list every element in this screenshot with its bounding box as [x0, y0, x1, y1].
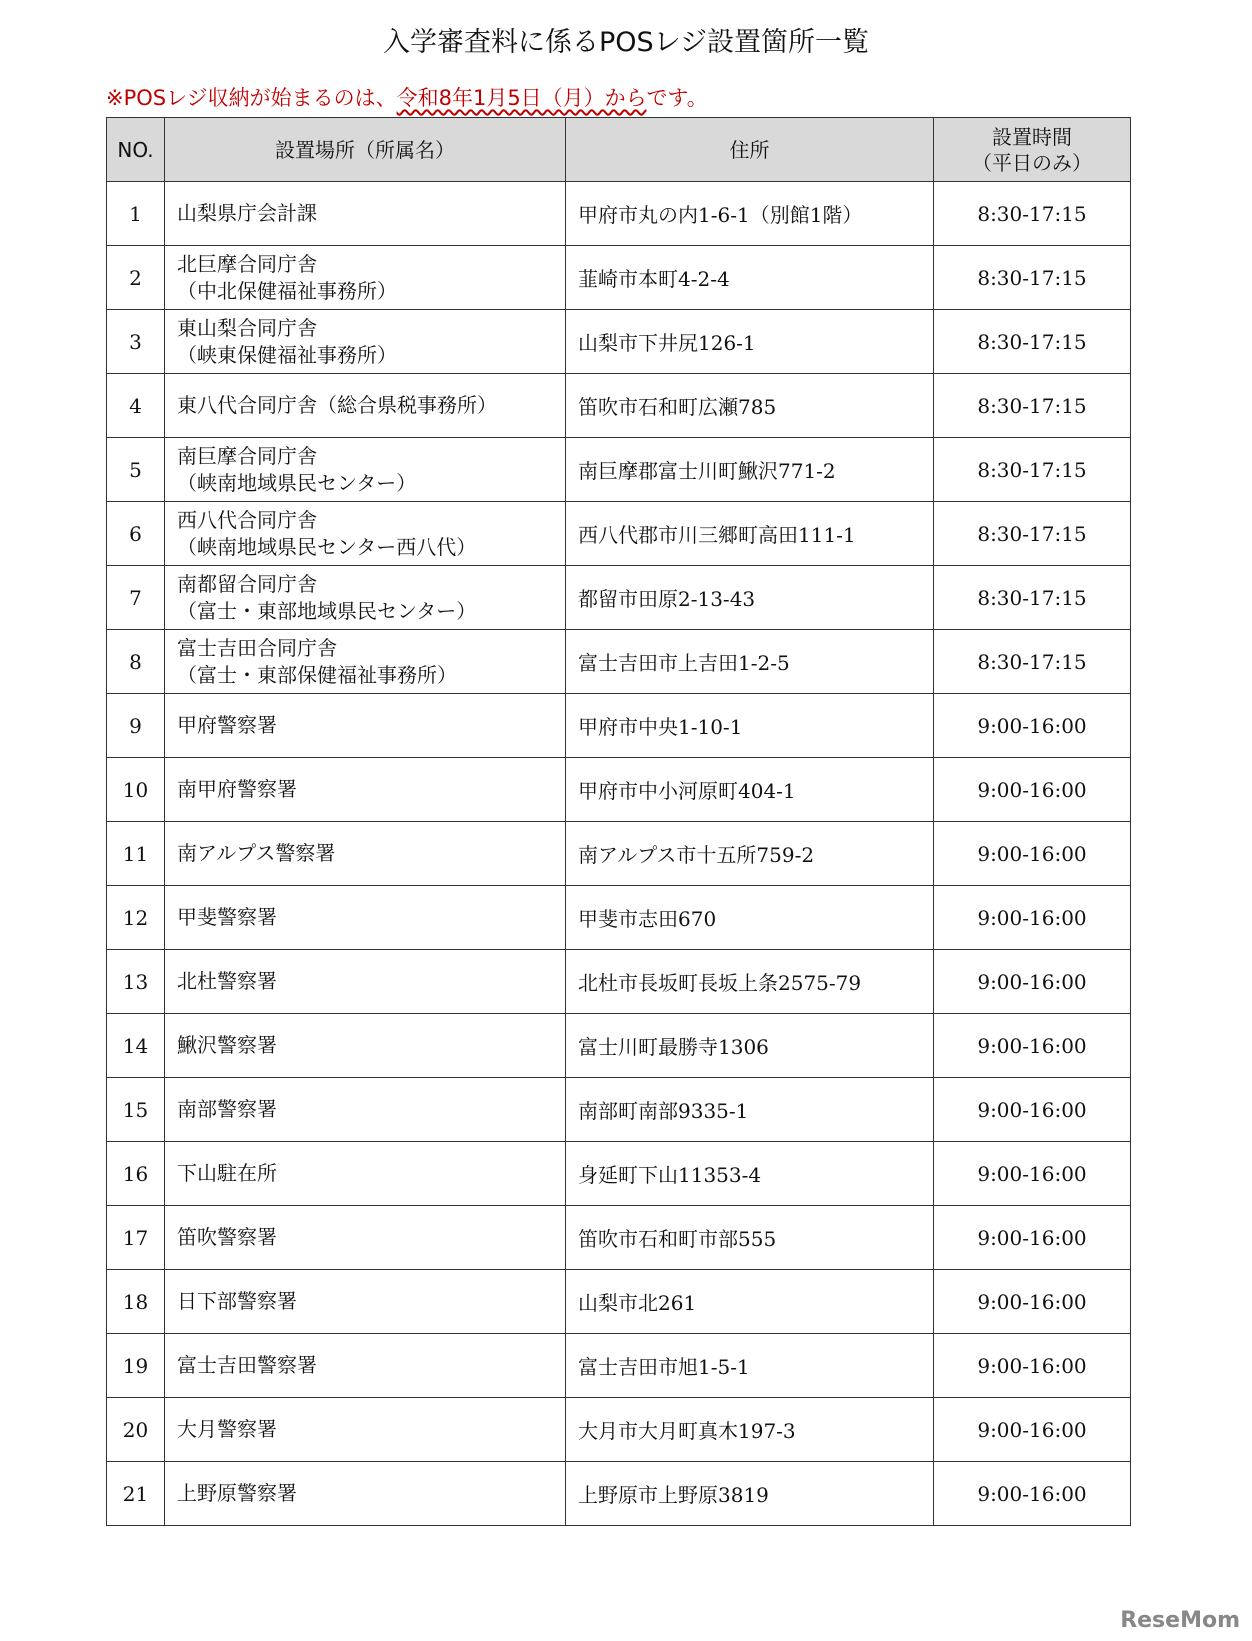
row-address: 山梨市下井尻126-1 [566, 310, 934, 374]
row-time: 9:00-16:00 [934, 1270, 1131, 1334]
row-name-line1: 上野原警察署 [177, 1481, 297, 1505]
row-name [165, 566, 566, 630]
row-time: 9:00-16:00 [934, 1398, 1131, 1462]
row-name-line2: （中北保健福祉事務所） [177, 278, 397, 303]
row-address: 西八代郡市川三郷町高田111-1 [566, 502, 934, 566]
row-address: 笛吹市石和町市部555 [566, 1206, 934, 1270]
row-time: 8:30-17:15 [934, 374, 1131, 438]
row-address: 山梨市北261 [566, 1270, 934, 1334]
row-name [165, 886, 566, 950]
table-row [107, 1334, 1131, 1398]
row-name [165, 822, 566, 886]
row-address: 韮崎市本町4-2-4 [566, 246, 934, 310]
row-no: 17 [107, 1206, 165, 1270]
row-no: 11 [107, 822, 165, 886]
header-time-line1: 設置時間 [992, 124, 1072, 149]
row-name [165, 374, 566, 438]
header-address: 住所 [566, 118, 934, 182]
row-address: 富士吉田市上吉田1-2-5 [566, 630, 934, 694]
row-name [165, 1462, 566, 1526]
page-title: 入学審査料に係るPOSレジ設置箇所一覧 [383, 27, 869, 58]
row-name-line1: 南部警察署 [177, 1097, 277, 1121]
row-time: 9:00-16:00 [934, 1014, 1131, 1078]
row-time: 9:00-16:00 [934, 694, 1131, 758]
row-time: 8:30-17:15 [934, 246, 1131, 310]
row-no: 14 [107, 1014, 165, 1078]
header-name: 設置場所（所属名） [165, 118, 566, 182]
row-name-line1: 南アルプス警察署 [177, 841, 336, 865]
row-address: 北杜市長坂町長坂上条2575-79 [566, 950, 934, 1014]
row-time: 9:00-16:00 [934, 1078, 1131, 1142]
row-name-line2: （富士・東部地域県民センター） [177, 598, 477, 623]
row-no: 1 [107, 182, 165, 246]
row-name-line1: 南巨摩合同庁舎 [177, 443, 317, 468]
row-name-line1: 西八代合同庁舎 [177, 507, 317, 532]
row-name-line1: 山梨県庁会計課 [177, 201, 317, 225]
table-row [107, 502, 1131, 566]
table-row [107, 310, 1131, 374]
row-address: 身延町下山11353-4 [566, 1142, 934, 1206]
row-address: 笛吹市石和町広瀬785 [566, 374, 934, 438]
row-no: 8 [107, 630, 165, 694]
row-name-line1: 東山梨合同庁舎 [177, 315, 317, 340]
table-row [107, 374, 1131, 438]
row-time: 8:30-17:15 [934, 182, 1131, 246]
row-address: 南アルプス市十五所759-2 [566, 822, 934, 886]
row-time: 9:00-16:00 [934, 758, 1131, 822]
row-name-line2: （富士・東部保健福祉事務所） [177, 662, 457, 687]
row-name [165, 1014, 566, 1078]
row-time: 9:00-16:00 [934, 1142, 1131, 1206]
row-time: 9:00-16:00 [934, 1334, 1131, 1398]
table-row [107, 1014, 1131, 1078]
row-address: 都留市田原2-13-43 [566, 566, 934, 630]
row-name [165, 630, 566, 694]
table-row [107, 1206, 1131, 1270]
row-name-line1: 富士吉田合同庁舎 [177, 635, 337, 660]
row-no: 13 [107, 950, 165, 1014]
row-name-line1: 北杜警察署 [177, 969, 277, 993]
row-time: 9:00-16:00 [934, 1206, 1131, 1270]
table-header-row [107, 118, 1131, 182]
row-name-line1: 甲府警察署 [177, 713, 277, 737]
row-name [165, 438, 566, 502]
table-row [107, 1462, 1131, 1526]
table-row [107, 1078, 1131, 1142]
table-row [107, 246, 1131, 310]
row-name [165, 1270, 566, 1334]
row-no: 16 [107, 1142, 165, 1206]
row-address: 上野原市上野原3819 [566, 1462, 934, 1526]
row-name [165, 1142, 566, 1206]
row-no: 10 [107, 758, 165, 822]
row-no: 6 [107, 502, 165, 566]
table-row [107, 822, 1131, 886]
row-name [165, 246, 566, 310]
row-address: 甲府市中央1-10-1 [566, 694, 934, 758]
row-name-line1: 大月警察署 [177, 1417, 277, 1441]
table-row [107, 1270, 1131, 1334]
table-row [107, 758, 1131, 822]
row-no: 9 [107, 694, 165, 758]
row-name-line1: 下山駐在所 [177, 1161, 277, 1185]
table-row [107, 950, 1131, 1014]
row-no: 21 [107, 1462, 165, 1526]
row-time: 8:30-17:15 [934, 566, 1131, 630]
notice-date: 令和8年1月5日（月）から [396, 86, 647, 110]
row-no: 4 [107, 374, 165, 438]
row-time: 8:30-17:15 [934, 502, 1131, 566]
row-name-line1: 日下部警察署 [177, 1289, 297, 1313]
row-name-line2: （峡東保健福祉事務所） [177, 342, 397, 367]
row-name [165, 502, 566, 566]
row-name [165, 1398, 566, 1462]
notice-prefix: ※POSレジ収納が始まるのは、 [106, 86, 397, 110]
row-address: 富士吉田市旭1-5-1 [566, 1334, 934, 1398]
table-row [107, 630, 1131, 694]
row-name [165, 1334, 566, 1398]
row-address: 南巨摩郡富士川町鰍沢771-2 [566, 438, 934, 502]
row-no: 15 [107, 1078, 165, 1142]
row-time: 9:00-16:00 [934, 1462, 1131, 1526]
table-row [107, 566, 1131, 630]
row-address: 南部町南部9335-1 [566, 1078, 934, 1142]
row-name [165, 1206, 566, 1270]
row-address: 甲斐市志田670 [566, 886, 934, 950]
row-no: 18 [107, 1270, 165, 1334]
row-time: 9:00-16:00 [934, 822, 1131, 886]
row-time: 8:30-17:15 [934, 438, 1131, 502]
row-address: 大月市大月町真木197-3 [566, 1398, 934, 1462]
row-address: 甲府市中小河原町404-1 [566, 758, 934, 822]
header-no: NO. [107, 118, 165, 182]
row-name [165, 1078, 566, 1142]
row-name-line1: 北巨摩合同庁舎 [177, 251, 317, 276]
row-name-line1: 富士吉田警察署 [177, 1353, 317, 1377]
row-name-line1: 南都留合同庁舎 [177, 571, 317, 596]
row-name-line1: 東八代合同庁舎（総合県税事務所） [177, 393, 497, 417]
notice [106, 82, 708, 112]
header-time-line2: （平日のみ） [972, 150, 1092, 175]
row-time: 8:30-17:15 [934, 310, 1131, 374]
row-address: 甲府市丸の内1-6-1（別館1階） [566, 182, 934, 246]
table-row [107, 182, 1131, 246]
row-name-line1: 甲斐警察署 [177, 905, 277, 929]
row-name-line1: 鰍沢警察署 [177, 1033, 277, 1057]
table-row [107, 886, 1131, 950]
row-no: 7 [107, 566, 165, 630]
header-time [934, 118, 1131, 182]
table-row [107, 1398, 1131, 1462]
notice-suffix: です。 [646, 86, 708, 110]
row-time: 8:30-17:15 [934, 630, 1131, 694]
row-name-line2: （峡南地域県民センター） [177, 470, 417, 495]
row-no: 20 [107, 1398, 165, 1462]
row-no: 12 [107, 886, 165, 950]
row-address: 富士川町最勝寺1306 [566, 1014, 934, 1078]
row-name-line2: （峡南地域県民センター西八代） [177, 534, 477, 559]
row-no: 19 [107, 1334, 165, 1398]
table-row [107, 438, 1131, 502]
row-name-line1: 笛吹警察署 [177, 1225, 277, 1249]
table-row [107, 1142, 1131, 1206]
row-name [165, 182, 566, 246]
row-name [165, 758, 566, 822]
row-name [165, 694, 566, 758]
table-row [107, 694, 1131, 758]
resemom-logo: ReseMom [1120, 1608, 1240, 1633]
row-name [165, 310, 566, 374]
row-time: 9:00-16:00 [934, 950, 1131, 1014]
pos-location-table [106, 117, 1131, 1526]
row-time: 9:00-16:00 [934, 886, 1131, 950]
row-name [165, 950, 566, 1014]
row-no: 5 [107, 438, 165, 502]
row-name-line1: 南甲府警察署 [177, 777, 297, 801]
row-no: 2 [107, 246, 165, 310]
row-no: 3 [107, 310, 165, 374]
